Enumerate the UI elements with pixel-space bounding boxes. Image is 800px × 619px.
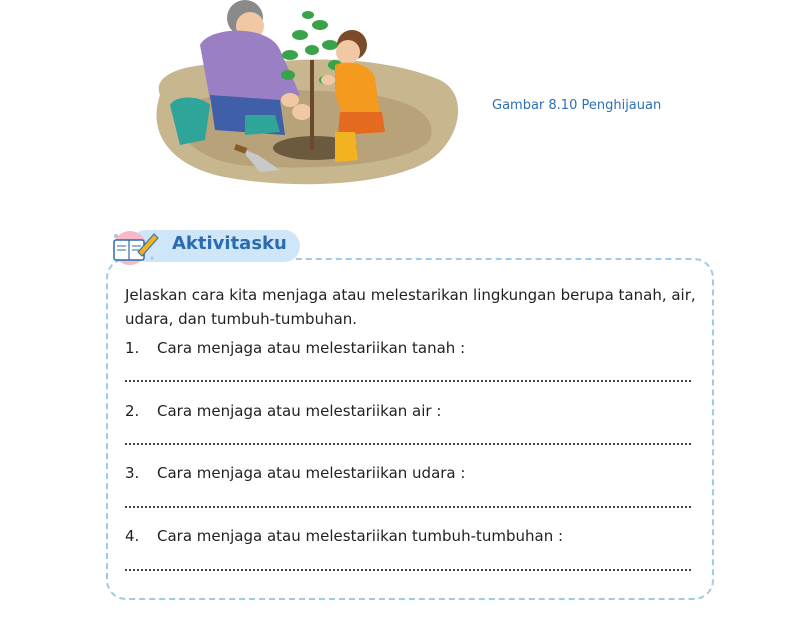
question-text: Cara menjaga atau melestariikan tumbuh-tumbuhan : [157,527,564,545]
question-text: Cara menjaga atau melestariikan tanah : [157,339,466,357]
question-text: Cara menjaga atau melestariikan udara : [157,464,466,482]
figure-caption: Gambar 8.10 Penghijauan [492,98,662,113]
question-number: 4. [125,527,140,545]
answer-line-2[interactable] [125,443,691,445]
activity-header [108,228,300,264]
answer-line-4[interactable] [125,569,691,571]
planting-tree-illustration [140,0,470,190]
question-text: Cara menjaga atau melestariikan air : [157,402,442,420]
question-number: 3. [125,464,140,482]
activity-instruction: Jelaskan cara kita menjaga atau melestarikan lingkungan berupa tanah, air, udara, dan tumbuh-tumbuhan. [125,286,696,328]
answer-line-3[interactable] [125,506,691,508]
activity-notebook-icon [108,228,160,266]
question-number: 2. [125,402,140,420]
question-number: 1. [125,339,140,357]
answer-line-1[interactable] [125,380,691,382]
activity-title: Aktivitasku [172,233,287,254]
